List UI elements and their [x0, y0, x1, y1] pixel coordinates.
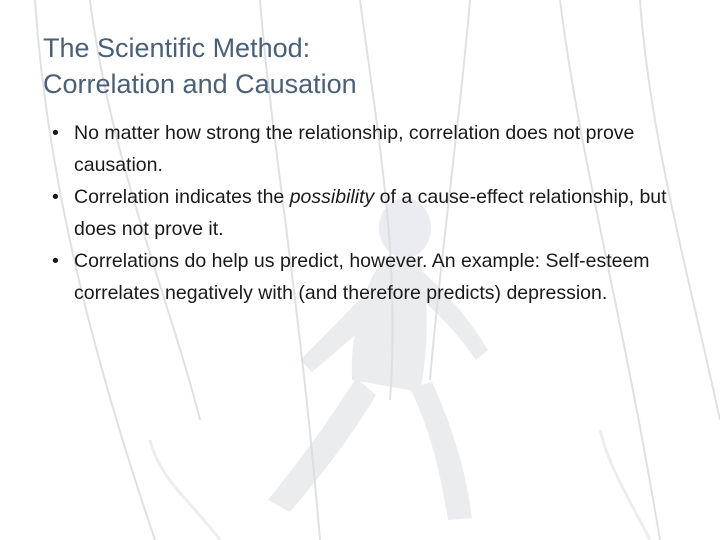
- bullet-list: [52, 117, 672, 309]
- bullet-text: Correlations do help us predict, however. An example: Self-esteem correlates negatively with (and therefore predicts) depression.: [74, 250, 650, 304]
- bullet-item-1: [52, 117, 672, 181]
- slide-title: [43, 30, 683, 102]
- bullet-emphasis: possibility: [289, 186, 375, 208]
- bullet-text: No matter how strong the relationship, correlation does not prove causation.: [74, 122, 635, 176]
- bullet-item-2: [52, 181, 672, 245]
- bullet-text-after: of a cause-effect relationship, but does not prove it.: [74, 186, 667, 240]
- slide-title-line-1: The Scientific Method:: [43, 33, 311, 63]
- bullet-item-3: [52, 245, 672, 309]
- slide-title-line-2: Correlation and Causation: [43, 69, 357, 99]
- bullet-text-before: Correlation indicates the: [74, 186, 290, 208]
